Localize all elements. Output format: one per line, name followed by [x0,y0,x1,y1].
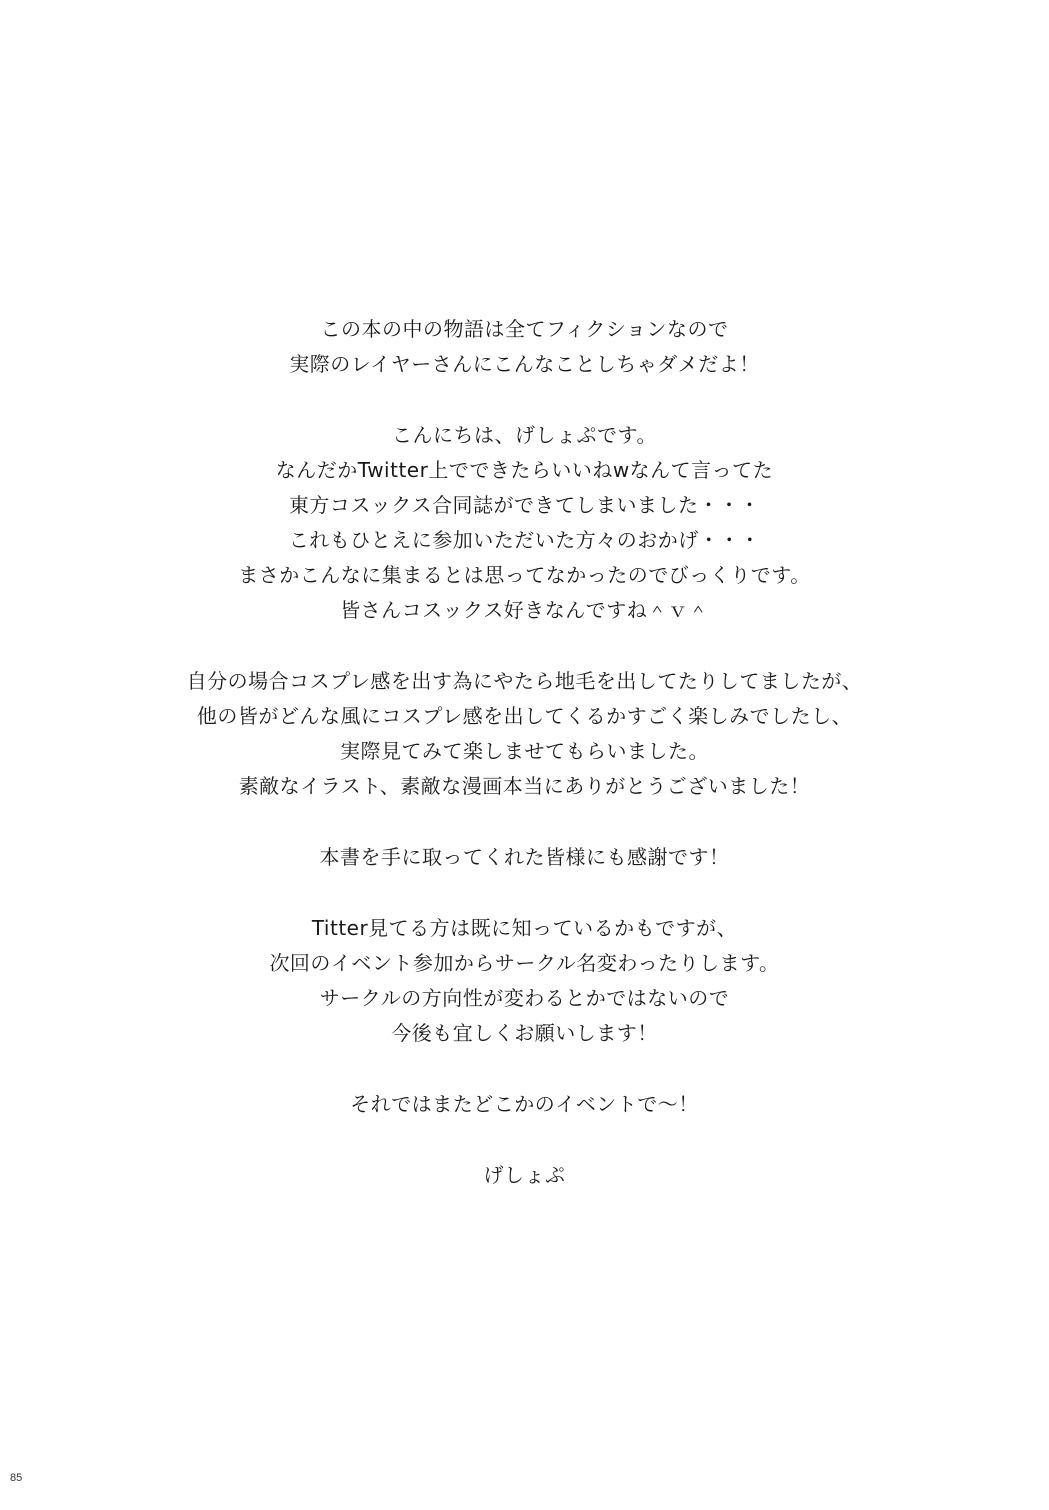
text-line: なんだかTwitter上でできたらいいねwなんて言ってた [275,458,774,482]
text-line: これもひとえに参加いただいた方々のおかげ・・・ [288,528,761,552]
text-line: この本の中の物語は全てフィクションなので [320,317,729,341]
text-line: 今後も宜しくお願いします！ [391,1021,658,1045]
text-line: Titter見てる方は既に知っているかもですが、 [311,916,738,940]
text-line: 次回のイベント参加からサークル名変わったりします。 [269,951,780,975]
text-line: まさかこんなに集まるとは思ってなかったのでびっくりです。 [238,563,811,587]
text-line: 実際見てみて楽しませてもらいました。 [340,739,709,763]
paragraph-gap [0,382,1049,418]
paragraph-gap [0,1122,1049,1158]
text-line: サークルの方向性が変わるとかではないので [319,986,730,1010]
paragraph-gap [0,875,1049,911]
text-line: 素敵なイラスト、素敵な漫画本当にありがとうございました！ [238,774,811,798]
paragraph-gap [0,1051,1049,1087]
signature [0,1158,1049,1193]
text-line: 自分の場合コスプレ感を出す為にやたら地毛を出してたりしてましたが、 [186,669,863,693]
text-line: 実際のレイヤーさんにこんなことしちゃダメだよ！ [289,352,760,376]
text-line: 他の皆がどんな風にコスプレ感を出してくるかすごく楽しみでしたし、 [196,704,853,728]
paragraph-gap [0,628,1049,664]
author-name: げしょぷ [483,1163,566,1187]
paragraph-gap [0,804,1049,840]
paragraph-thanks-contributors [0,664,1049,804]
paragraph-greeting [0,418,1049,628]
afterword-text [0,312,1049,1193]
paragraph-thanks-readers [0,840,1049,875]
paragraph-circle-news [0,911,1049,1051]
text-line: 東方コスックス合同誌ができてしまいました・・・ [288,493,761,517]
text-line: こんにちは、げしょぷです。 [392,423,657,447]
paragraph-disclaimer [0,312,1049,382]
paragraph-farewell [0,1087,1049,1122]
text-line: 皆さんコスックス好きなんですね＾ｖ＾ [340,598,709,622]
page-number: 85 [10,1472,23,1484]
text-line: それではまたどこかのイベントで～！ [350,1092,699,1116]
text-line: 本書を手に取ってくれた皆様にも感謝です！ [319,845,730,869]
